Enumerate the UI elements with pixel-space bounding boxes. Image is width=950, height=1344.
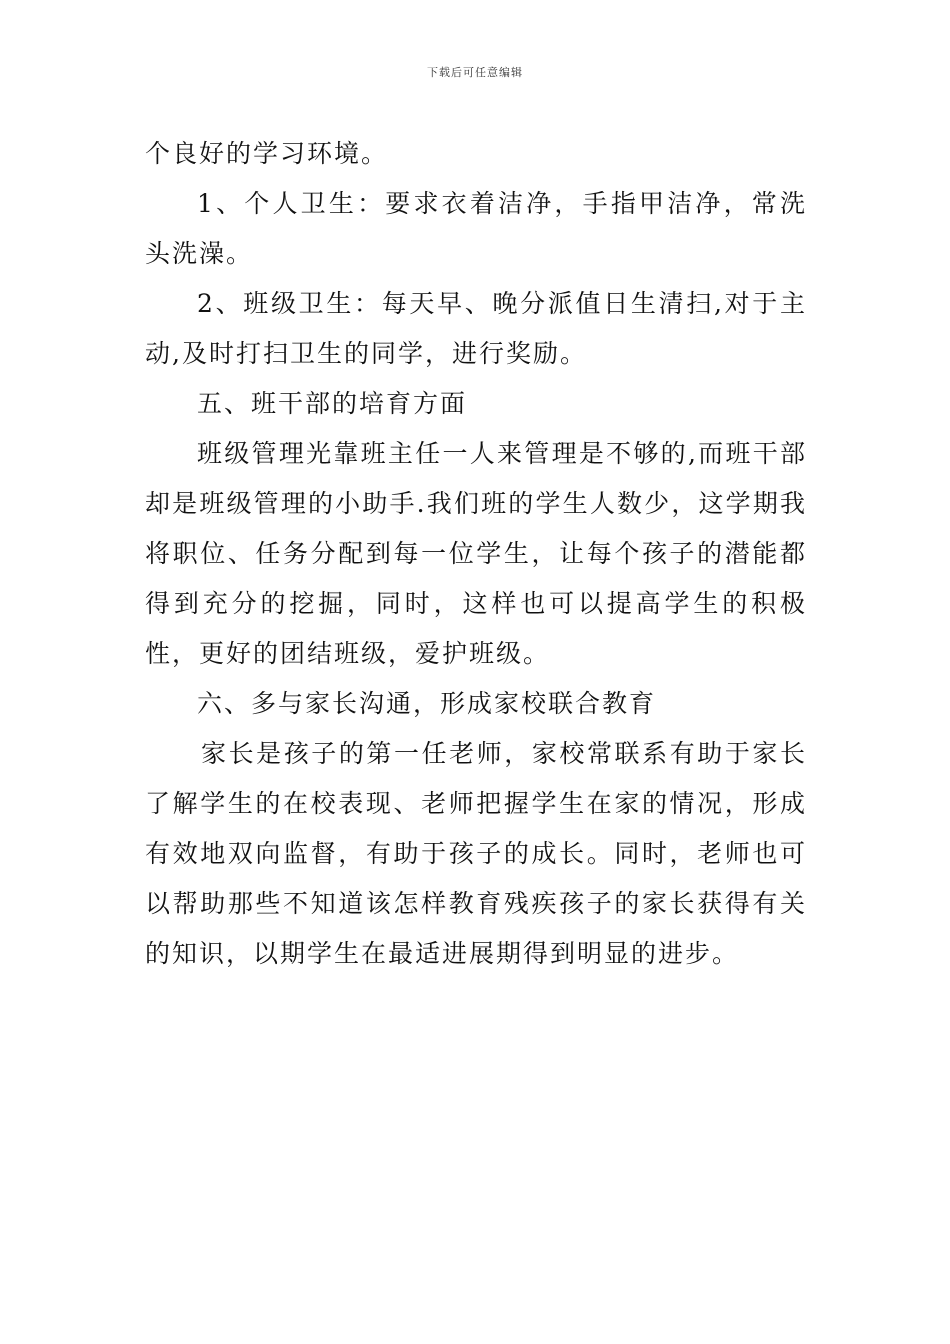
section-heading-parent-communication: 六、多与家长沟通，形成家校联合教育 (197, 689, 657, 718)
paragraph-personal-hygiene: 1、个人卫生：要求衣着洁净，手指甲洁净，常洗头洗澡。 (145, 189, 807, 268)
paragraph-class-cadre: 班级管理光靠班主任一人来管理是不够的,而班干部却是班级管理的小助手.我们班的学生人数少，这学期我将职位、任务分配到每一位学生，让每个孩子的潜能都得到充分的挖掘，同时，这样也可以提高学生的积极性，更好的团结班级，爱护班级。 (145, 439, 807, 668)
section-heading-class-cadre: 五、班干部的培育方面 (197, 389, 468, 418)
page-header: 下载后可任意编辑 (427, 66, 523, 79)
paragraph-class-hygiene: 2、班级卫生：每天早、晚分派值日生清扫,对于主动,及时打扫卫生的同学，进行奖励。 (145, 289, 807, 368)
paragraph-parent-communication: 家长是孩子的第一任老师，家校常联系有助于家长了解学生的在校表现、老师把握学生在家的情况，形成有效地双向监督，有助于孩子的成长。同时，老师也可以帮助那些不知道该怎样教育残疾孩子的家长获得有关的知识，以期学生在最适进展期得到明显的进步。 (145, 739, 807, 968)
paragraph-continuation: 个良好的学习环境。 (145, 139, 389, 168)
document-body (145, 129, 807, 979)
